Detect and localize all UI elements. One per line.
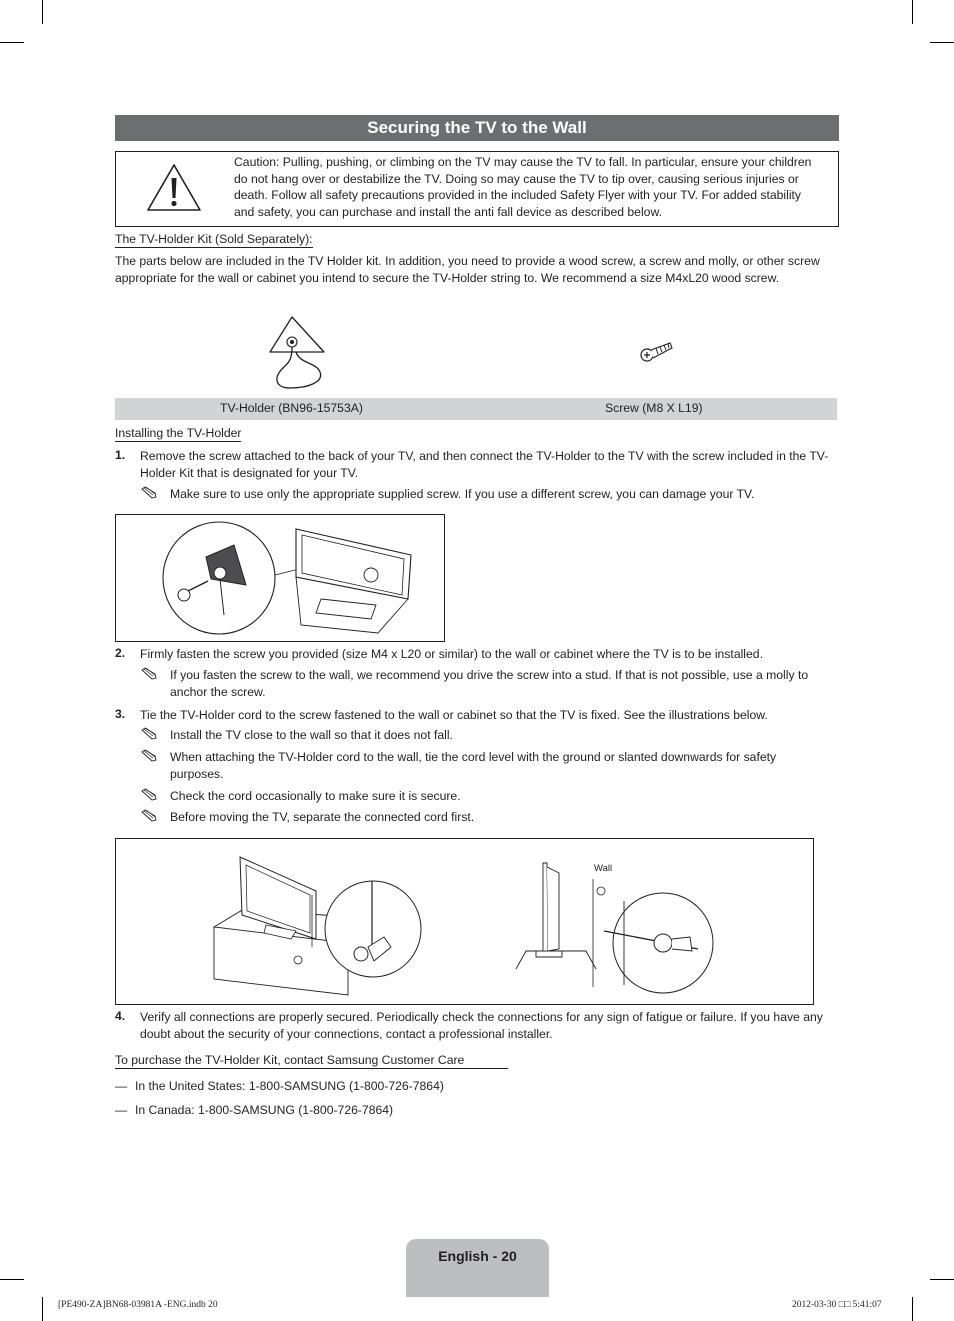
note-text: Make sure to use only the appropriate supplied screw. If you use a different screw, you can damage your TV. — [170, 487, 755, 501]
crop-mark — [42, 1297, 43, 1321]
screw-image — [638, 338, 674, 368]
note-text: If you fasten the screw to the wall, we recommend you drive the screw into a stud. If that is not possible, use a molly to anchor the screw. — [170, 668, 809, 699]
pencil-note-icon — [140, 667, 162, 681]
note-text: Before moving the TV, separate the connected cord first. — [170, 810, 475, 824]
pencil-note-icon — [140, 486, 162, 500]
print-slug-left: [PE490-ZA]BN68-03981A -ENG.indb 20 — [58, 1300, 218, 1310]
warning-triangle-icon — [145, 162, 203, 214]
figure-attach-holder — [115, 514, 445, 642]
pencil-note-icon — [140, 727, 162, 741]
crop-mark — [912, 1297, 913, 1321]
print-slug-right: 2012-03-30 □□ 5:41:07 — [792, 1300, 882, 1310]
figure-tie-cord — [115, 838, 814, 1005]
step-number: 2. — [115, 646, 126, 660]
crop-mark — [42, 0, 43, 24]
crop-mark — [930, 42, 954, 43]
pencil-note-icon — [140, 809, 162, 823]
crop-mark — [0, 42, 24, 43]
note-text: When attaching the TV-Holder cord to the wall, tie the cord level with the ground or slanted downwards for safety purposes. — [170, 750, 777, 781]
list-dash: — — [115, 1079, 128, 1093]
list-dash: — — [115, 1103, 128, 1117]
caution-label: Caution — [234, 155, 277, 169]
caution-body: : Pulling, pushing, or climbing on the TV may cause the TV to fall. In particular, ensure your children do not hang over or destabilize the TV. Doing so may cause the TV to tip over, causing serious injuries or death. Follow all safety precautions provided in the included Safety Flyer with your TV. For added stability and safety, you can purchase and install the anti fall device as described below. — [234, 155, 812, 219]
step-text: Remove the screw attached to the back of your TV, and then connect the TV-Holder to the TV with the screw included in the TV-Holder Kit that is designated for your TV. — [140, 449, 829, 480]
pencil-note-icon — [140, 788, 162, 802]
part-tv-holder-label: TV-Holder (BN96-15753A) — [220, 401, 363, 415]
note-text: Install the TV close to the wall so that it does not fall. — [170, 728, 453, 742]
step-text: Tie the TV-Holder cord to the screw fastened to the wall or cabinet so that the TV is fixed. See the illustrations below. — [140, 708, 768, 722]
caution-box — [115, 151, 839, 227]
part-screw-label: Screw (M8 X L19) — [605, 401, 703, 415]
tv-holder-image — [262, 312, 332, 394]
wall-label: Wall — [594, 863, 613, 874]
step-number: 4. — [115, 1009, 126, 1023]
page-number: English - 20 — [438, 1248, 517, 1264]
tie-cord-illustration — [116, 839, 813, 1004]
step-text: Firmly fasten the screw you provided (size M4 x L20 or similar) to the wall or cabinet where the TV is to be installed. — [140, 647, 763, 661]
pencil-note-icon — [140, 749, 162, 763]
kit-heading: The TV-Holder Kit (Sold Separately): — [115, 232, 313, 246]
note-text: Check the cord occasionally to make sure it is secure. — [170, 789, 461, 803]
crop-mark — [912, 0, 913, 24]
step-number: 1. — [115, 448, 126, 462]
page-title: Securing the TV to the Wall — [115, 115, 839, 141]
attach-holder-illustration — [116, 515, 444, 641]
contact-us: In the United States: 1-800-SAMSUNG (1-800-726-7864) — [135, 1079, 444, 1093]
crop-mark — [0, 1279, 24, 1280]
parts-bar — [115, 398, 837, 420]
page-number-tab — [406, 1239, 549, 1297]
install-heading: Installing the TV-Holder — [115, 426, 242, 440]
purchase-heading: To purchase the TV-Holder Kit, contact Samsung Customer Care — [115, 1053, 508, 1069]
contact-canada: In Canada: 1-800-SAMSUNG (1-800-726-7864) — [135, 1103, 394, 1117]
kit-intro: The parts below are included in the TV Holder kit. In addition, you need to provide a wood screw, a screw and molly, or other screw appropriate for the wall or cabinet you intend to secure the TV-Holder string to. We recommend a size M4xL20 wood screw. — [115, 254, 820, 285]
step-text: Verify all connections are properly secured. Periodically check the connections for any sign of fatigue or failure. If you have any doubt about the security of your connections, contact a professional installer. — [140, 1010, 823, 1041]
step-number: 3. — [115, 707, 126, 721]
crop-mark — [930, 1279, 954, 1280]
caution-text — [234, 154, 824, 220]
